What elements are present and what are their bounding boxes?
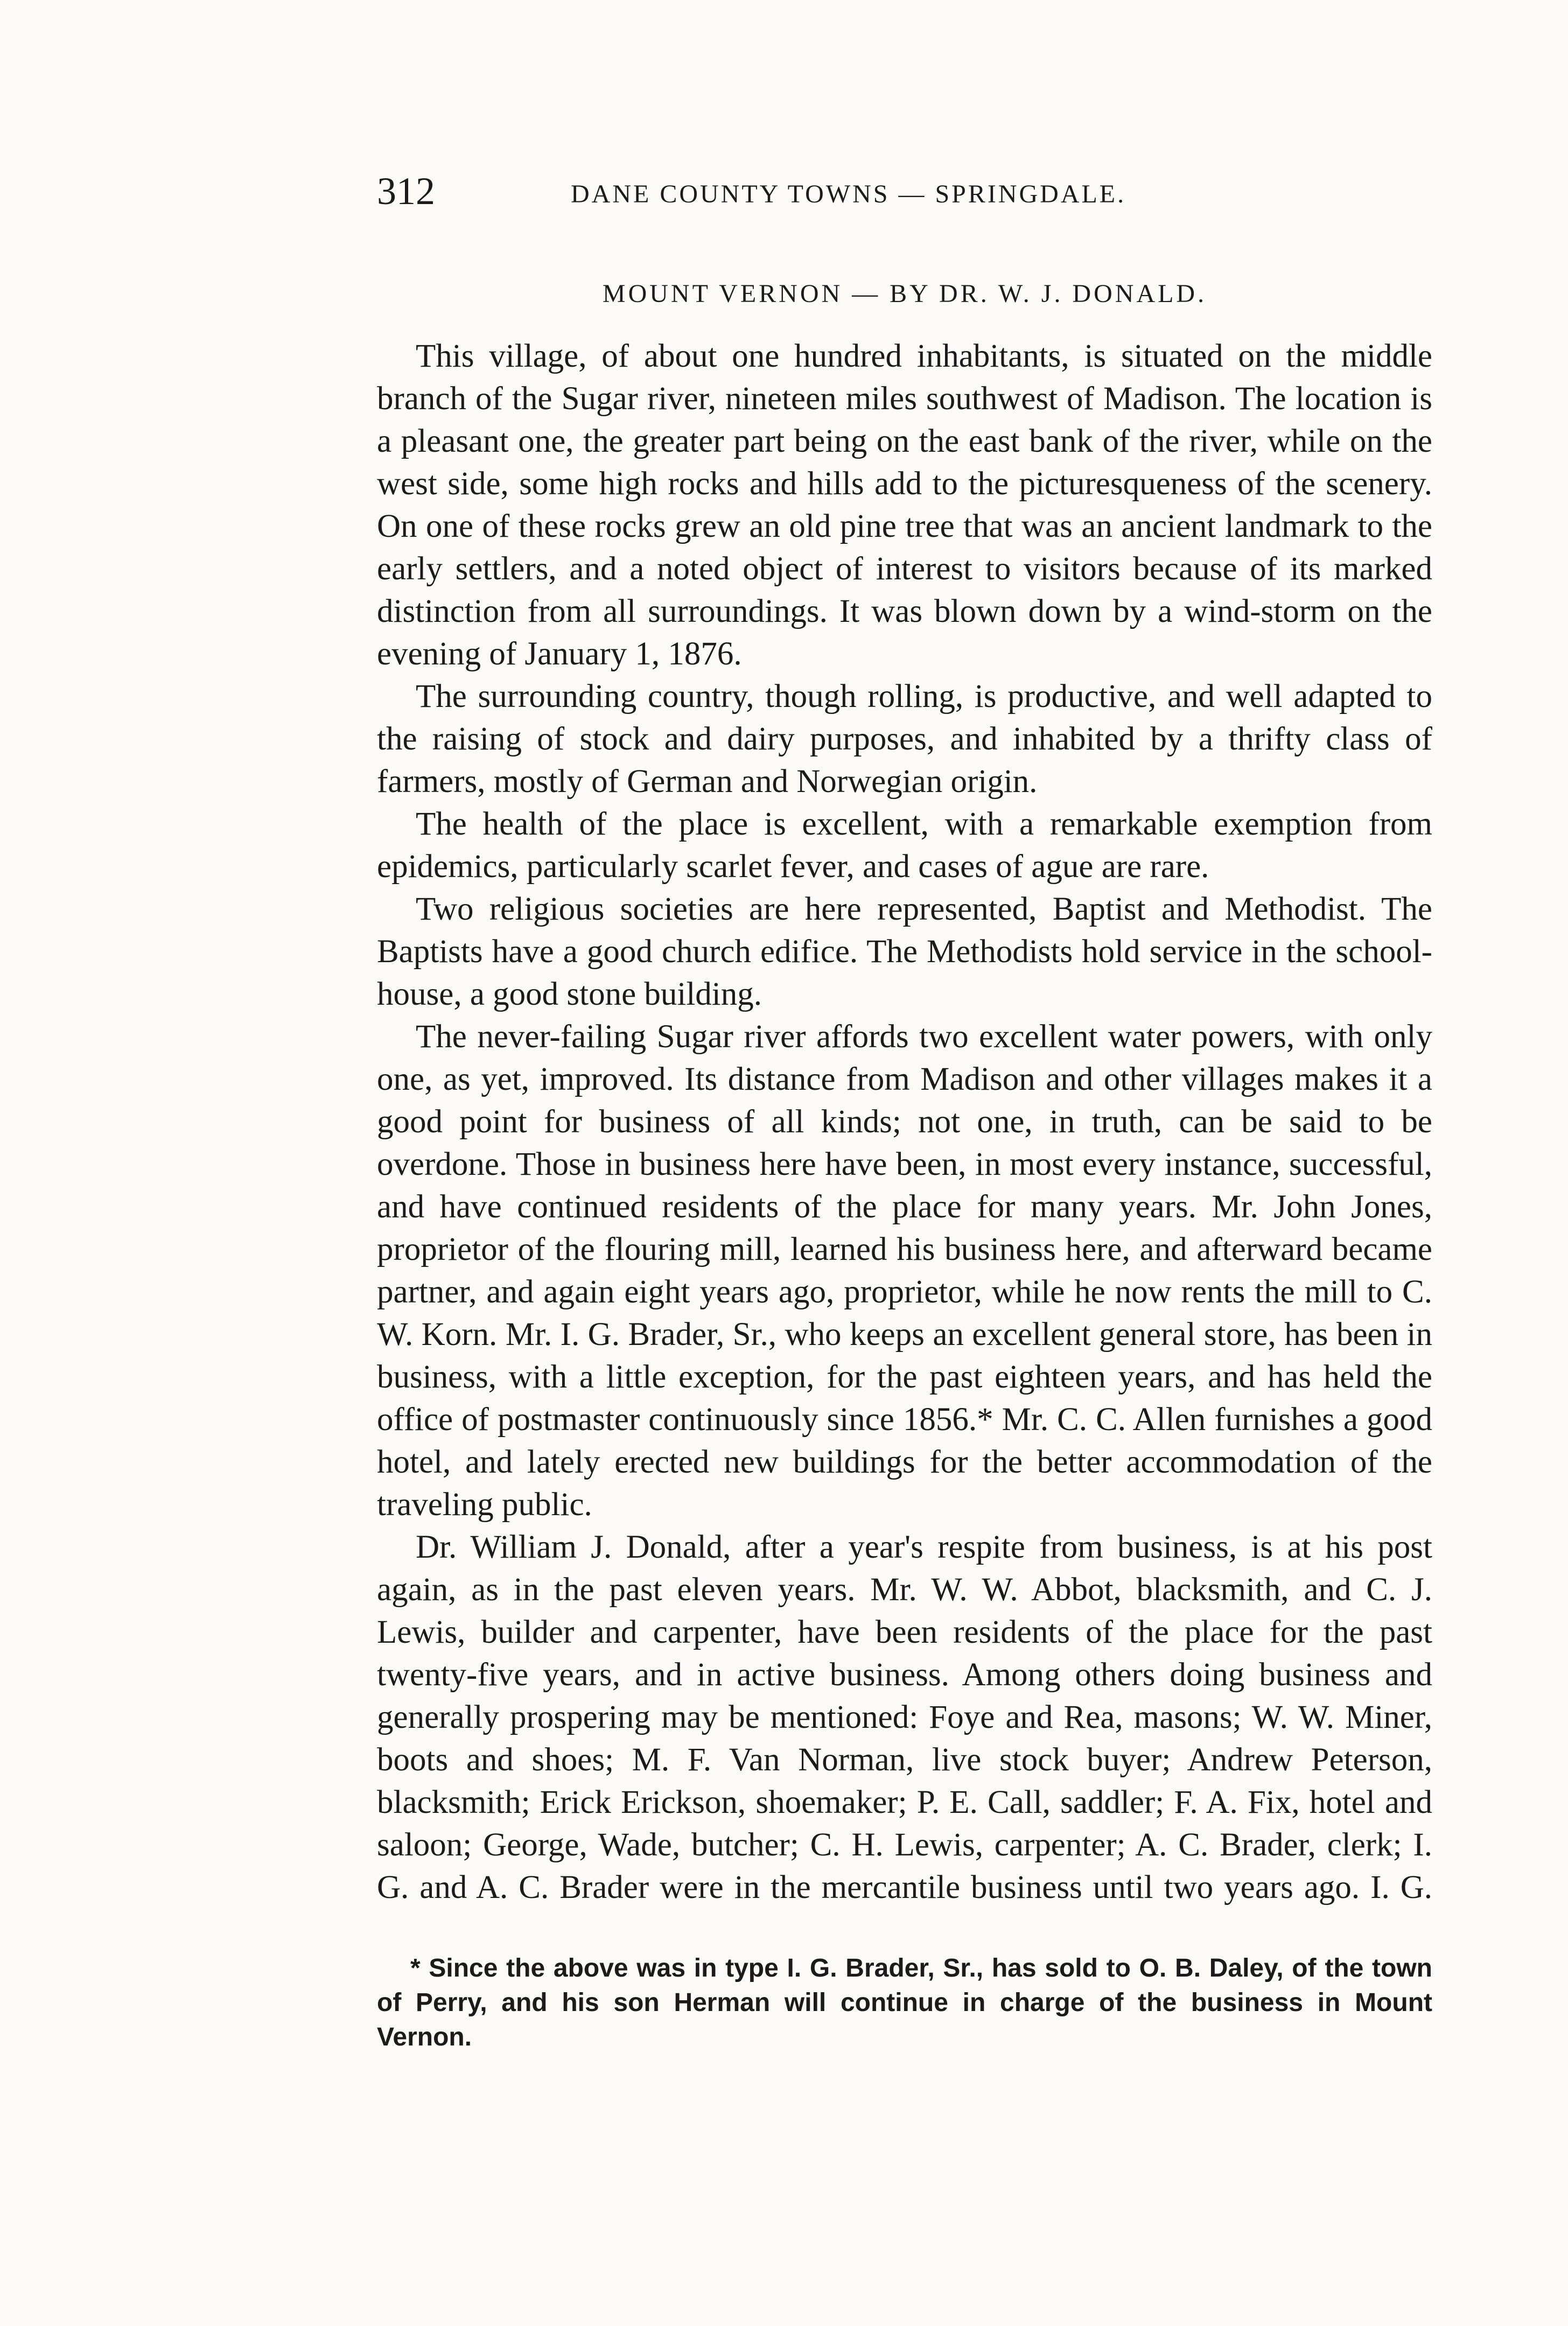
paragraph-residents: Dr. William J. Donald, after a year's respite from business, is at his post again, as in the past eleven years. Mr. W. W. Abbot, blacksmith, and C. J. Lewis, builder and carpenter, have been residents of the place for the past twenty-five years, and in active business. Among others doing business and generally prospering may be mentioned: Foye and Rea, masons; W. W. Miner, boots and shoes; M. F. Van Norman, live stock buyer; Andrew Peterson, blacksmith; Erick Erickson, shoemaker; P. E. Call, saddler; F. A. Fix, hotel and saloon; George, Wade, butcher; C. H. Lewis, carpenter; A. C. Brader, clerk; I. G. and A. C. Brader were in the mercantile business until two years ago. I. G. (377, 1529, 1432, 1905)
paragraph-religion: Two religious societies are here represented, Baptist and Methodist. The Baptists have a good church edifice. The Methodists hold service in the school-house, a good stone building. (377, 891, 1432, 1012)
paragraph-health: The health of the place is excellent, with a remarkable exemption from epidemics, particularly scarlet fever, and cases of ague are rare. (377, 806, 1432, 885)
page-header (377, 162, 1432, 221)
paragraph-village: This village, of about one hundred inhabitants, is situated on the middle branch of the Sugar river, nineteen miles southwest of Madison. The location is a pleasant one, the greater part being on the east bank of the river, while on the west side, some high rocks and hills add to the picturesqueness of the scenery. On one of these rocks grew an old pine tree that was an ancient landmark to the early settlers, and a noted object of interest to visitors because of its marked distinction from all surroundings. It was blown down by a wind-storm on the evening of January 1, 1876. (377, 338, 1432, 672)
paragraph-country: The surrounding country, though rolling, is productive, and well adapted to the raising of stock and dairy purposes, and inhabited by a thrifty class of farmers, mostly of German and Norwegian origin. (377, 678, 1432, 800)
paragraph-business: The never-failing Sugar river affords two excellent water powers, with only one, as yet, improved. Its distance from Madison and other villages makes it a good point for business of all kinds; not one, in truth, can be said to be overdone. Those in business here have been, in most every instance, successful, and have continued residents of the place for many years. Mr. John Jones, proprietor of the flouring mill, learned his business here, and afterward became partner, and again eight years ago, proprietor, while he now rents the mill to C. W. Korn. Mr. I. G. Brader, Sr., who keeps an excellent general store, has been in business, with a little exception, for the past eighteen years, and has held the office of postmaster continuously since 1856.* Mr. C. C. Allen furnishes a good hotel, and lately erected new buildings for the better accommodation of the traveling public. (377, 1019, 1432, 1523)
footnote: * Since the above was in type I. G. Brader, Sr., has sold to O. B. Daley, of the town of Perry, and his son Herman will continue in charge of the business in Mount Vernon. (377, 1954, 1432, 2051)
body-text (377, 335, 1432, 1907)
running-head: DANE COUNTY TOWNS — SPRINGDALE. (571, 180, 1126, 208)
section-title: MOUNT VERNON — BY DR. W. J. DONALD. (602, 279, 1207, 308)
page-number: 312 (377, 170, 435, 213)
